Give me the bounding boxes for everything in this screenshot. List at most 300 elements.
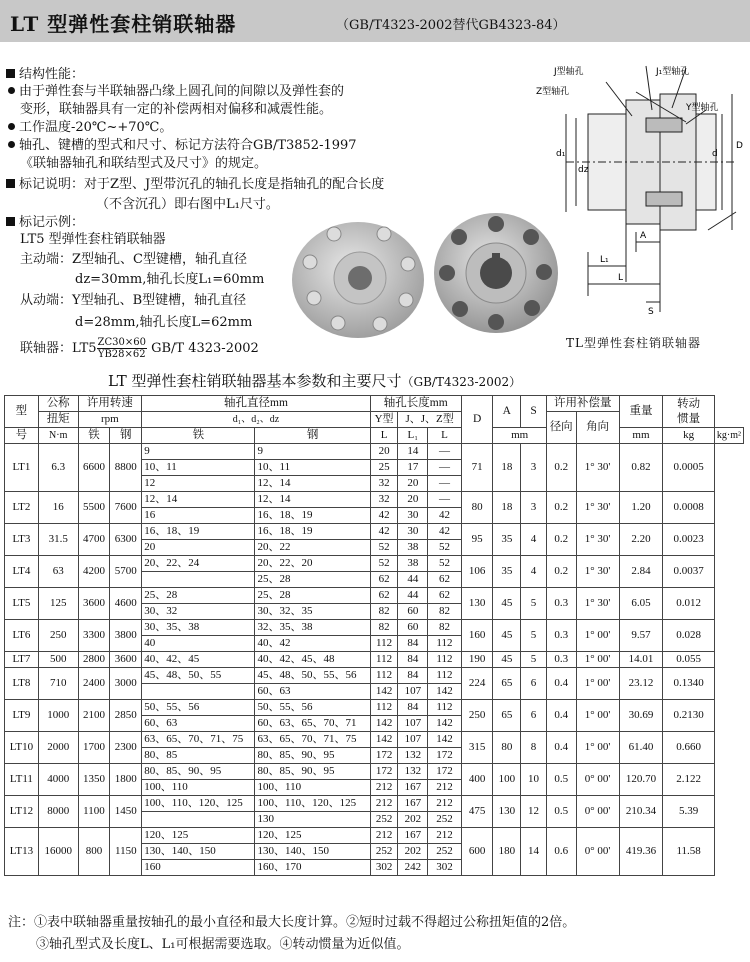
cell-len-y: 112 bbox=[370, 700, 398, 716]
cell-len-y: 142 bbox=[370, 732, 398, 748]
cell-len-l1: 167 bbox=[398, 780, 428, 796]
cell-D: 475 bbox=[461, 796, 493, 828]
cell-len-y: 212 bbox=[370, 828, 398, 844]
cell-radial: 0.3 bbox=[546, 652, 576, 668]
cell-S: 3 bbox=[521, 444, 547, 492]
cell-S: 10 bbox=[521, 764, 547, 796]
cell-bore-iron bbox=[142, 684, 255, 700]
cell-speed-steel: 7600 bbox=[110, 492, 142, 524]
cell-bore-iron: 60、63 bbox=[142, 716, 255, 732]
cell-len-l1: 242 bbox=[398, 860, 428, 876]
cell-bore-steel: 60、63、65、70、71 bbox=[255, 716, 370, 732]
cell-len-y: 25 bbox=[370, 460, 398, 476]
cell-radial: 0.2 bbox=[546, 444, 576, 492]
cell-bore-steel: 12、14 bbox=[255, 476, 370, 492]
cell-model: LT9 bbox=[5, 700, 39, 732]
cell-torque: 16 bbox=[38, 492, 78, 524]
cell-len-l1: 84 bbox=[398, 652, 428, 668]
cell-A: 45 bbox=[493, 620, 521, 652]
cell-len-l: 212 bbox=[428, 780, 462, 796]
cell-bore-steel: 16、18、19 bbox=[255, 524, 370, 540]
col-model: 型 bbox=[5, 396, 39, 428]
cell-radial: 0.3 bbox=[546, 620, 576, 652]
cell-S: 5 bbox=[521, 652, 547, 668]
cell-bore-iron: 130、140、150 bbox=[142, 844, 255, 860]
performance-item-2: 工作温度-20℃~+70℃。 bbox=[6, 119, 172, 137]
cell-len-y: 172 bbox=[370, 764, 398, 780]
cell-S: 8 bbox=[521, 732, 547, 764]
cell-torque: 500 bbox=[38, 652, 78, 668]
cell-len-l: 42 bbox=[428, 508, 462, 524]
cell-inertia: 0.028 bbox=[663, 620, 715, 652]
cell-len-l: 112 bbox=[428, 636, 462, 652]
cell-bore-iron: 45、48、50、55 bbox=[142, 668, 255, 684]
col-len-jz: J、J、Z型 bbox=[398, 412, 461, 428]
cell-radial: 0.5 bbox=[546, 796, 576, 828]
performance-item-1-cont: 变形，联轴器具有一定的补偿两相对偏移和减震性能。 bbox=[20, 102, 333, 117]
cell-S: 5 bbox=[521, 588, 547, 620]
square-bullet-icon bbox=[6, 179, 15, 188]
cell-len-l1: 107 bbox=[398, 716, 428, 732]
example-line-3: dz=30mm,轴孔长度L₁=60mm bbox=[75, 272, 265, 287]
cell-weight: 120.70 bbox=[619, 764, 663, 796]
cell-angle: 1° 00' bbox=[576, 652, 619, 668]
table-row bbox=[5, 796, 744, 812]
table-row bbox=[5, 652, 744, 668]
col-len-y: Y型 bbox=[370, 412, 398, 428]
cell-radial: 0.3 bbox=[546, 588, 576, 620]
cell-len-l1: 20 bbox=[398, 492, 428, 508]
cell-bore-steel: 12、14 bbox=[255, 492, 370, 508]
cell-len-y: 252 bbox=[370, 812, 398, 828]
page-title: LT 型弹性套柱销联轴器 bbox=[10, 12, 237, 36]
cell-torque: 8000 bbox=[38, 796, 78, 828]
cell-inertia: 0.012 bbox=[663, 588, 715, 620]
cell-len-y: 20 bbox=[370, 444, 398, 460]
cell-len-l: — bbox=[428, 492, 462, 508]
cell-len-y: 32 bbox=[370, 492, 398, 508]
cell-speed-iron: 1350 bbox=[78, 764, 110, 796]
cell-model: LT10 bbox=[5, 732, 39, 764]
cell-len-l: 52 bbox=[428, 540, 462, 556]
cell-len-l1: 30 bbox=[398, 508, 428, 524]
cell-A: 130 bbox=[493, 796, 521, 828]
cell-speed-iron: 4200 bbox=[78, 556, 110, 588]
cell-model: LT8 bbox=[5, 668, 39, 700]
cell-S: 3 bbox=[521, 492, 547, 524]
cell-bore-steel: 100、110、120、125 bbox=[255, 796, 370, 812]
table-row bbox=[5, 828, 744, 844]
cell-len-y: 62 bbox=[370, 572, 398, 588]
drawing-caption: TL型弹性套柱销联轴器 bbox=[566, 336, 701, 350]
col-angular: 角向 bbox=[576, 412, 619, 444]
cell-bore-iron: 16 bbox=[142, 508, 255, 524]
cell-len-l1: 132 bbox=[398, 748, 428, 764]
col-A: A bbox=[493, 396, 521, 428]
cell-bore-steel: 50、55、56 bbox=[255, 700, 370, 716]
cell-len-l: 172 bbox=[428, 748, 462, 764]
cell-angle: 1° 30' bbox=[576, 556, 619, 588]
cell-bore-iron: 100、110、120、125 bbox=[142, 796, 255, 812]
col-bore-steel: 钢 bbox=[255, 428, 370, 444]
col-torque-b: 扭矩 bbox=[38, 412, 78, 428]
cell-bore-iron: 9 bbox=[142, 444, 255, 460]
cell-bore-iron: 80、85 bbox=[142, 748, 255, 764]
cell-speed-steel: 6300 bbox=[110, 524, 142, 556]
marking-note: 标记说明：对于Z型、J型带沉孔的轴孔长度是指轴孔的配合长度 bbox=[6, 176, 384, 194]
cell-angle: 1° 30' bbox=[576, 444, 619, 492]
cell-len-l1: 107 bbox=[398, 732, 428, 748]
cell-len-l: 212 bbox=[428, 828, 462, 844]
d-label: d bbox=[712, 149, 718, 159]
cell-A: 35 bbox=[493, 524, 521, 556]
cell-bore-steel: 100、110 bbox=[255, 780, 370, 796]
bullet-icon bbox=[8, 123, 15, 130]
cell-bore-steel: 80、85、90、95 bbox=[255, 764, 370, 780]
cell-bore-steel: 25、28 bbox=[255, 588, 370, 604]
table-row bbox=[5, 668, 744, 684]
cell-D: 95 bbox=[461, 524, 493, 556]
cell-inertia: 0.055 bbox=[663, 652, 715, 668]
cell-len-y: 52 bbox=[370, 540, 398, 556]
cell-bore-iron: 40 bbox=[142, 636, 255, 652]
cell-bore-steel: 60、63 bbox=[255, 684, 370, 700]
cell-len-y: 82 bbox=[370, 604, 398, 620]
table-row bbox=[5, 556, 744, 572]
cell-len-y: 82 bbox=[370, 620, 398, 636]
note-line-1: 注：①表中联轴器重量按轴孔的最小直径和最大长度计算。②短时过载不得超过公称扭矩值的2倍。 bbox=[8, 915, 576, 930]
A-label: A bbox=[640, 231, 647, 241]
cell-len-y: 112 bbox=[370, 668, 398, 684]
cell-angle: 0° 00' bbox=[576, 796, 619, 828]
cell-len-l: 212 bbox=[428, 796, 462, 812]
cell-weight: 2.20 bbox=[619, 524, 663, 556]
cell-S: 12 bbox=[521, 796, 547, 828]
coupling-drawing bbox=[536, 52, 748, 342]
cell-angle: 1° 00' bbox=[576, 732, 619, 764]
cell-inertia: 2.122 bbox=[663, 764, 715, 796]
cell-bore-iron: 16、18、19 bbox=[142, 524, 255, 540]
cell-len-l1: 107 bbox=[398, 684, 428, 700]
cell-torque: 250 bbox=[38, 620, 78, 652]
cell-inertia: 11.58 bbox=[663, 828, 715, 876]
cell-inertia: 0.0008 bbox=[663, 492, 715, 524]
cell-len-y: 52 bbox=[370, 556, 398, 572]
cell-model: LT3 bbox=[5, 524, 39, 556]
example-line-4: 从动端：Y型轴孔、B型键槽，轴孔直径 bbox=[20, 293, 247, 308]
cell-weight: 1.20 bbox=[619, 492, 663, 524]
cell-bore-steel: 25、28 bbox=[255, 572, 370, 588]
S-label: S bbox=[648, 307, 654, 317]
cell-A: 65 bbox=[493, 700, 521, 732]
cell-angle: 1° 00' bbox=[576, 700, 619, 732]
cell-len-l1: 44 bbox=[398, 572, 428, 588]
cell-len-l: 142 bbox=[428, 684, 462, 700]
table-row bbox=[5, 700, 744, 716]
cell-torque: 31.5 bbox=[38, 524, 78, 556]
cell-torque: 63 bbox=[38, 556, 78, 588]
cell-speed-steel: 2850 bbox=[110, 700, 142, 732]
col-inertia-unit: kg·m² bbox=[714, 428, 743, 444]
cell-len-l: — bbox=[428, 444, 462, 460]
cell-len-y: 142 bbox=[370, 716, 398, 732]
cell-angle: 1° 30' bbox=[576, 524, 619, 556]
cell-len-l: 302 bbox=[428, 860, 462, 876]
cell-len-l: 142 bbox=[428, 716, 462, 732]
example-heading: 标记示例： bbox=[6, 214, 84, 232]
cell-inertia: 0.2130 bbox=[663, 700, 715, 732]
cell-len-l1: 84 bbox=[398, 700, 428, 716]
cell-bore-iron: 30、32 bbox=[142, 604, 255, 620]
cell-bore-iron: 160 bbox=[142, 860, 255, 876]
D-label: D bbox=[736, 141, 743, 151]
cell-D: 224 bbox=[461, 668, 493, 700]
cell-len-l: 52 bbox=[428, 556, 462, 572]
cell-len-l: 142 bbox=[428, 732, 462, 748]
cell-bore-iron: 12、14 bbox=[142, 492, 255, 508]
cell-len-l: 82 bbox=[428, 604, 462, 620]
cell-A: 180 bbox=[493, 828, 521, 876]
cell-weight: 61.40 bbox=[619, 732, 663, 764]
col-speed: 许用转速 bbox=[78, 396, 142, 412]
cell-speed-steel: 3800 bbox=[110, 620, 142, 652]
j-bore-label: J型轴孔 bbox=[554, 67, 584, 77]
cell-len-l: 252 bbox=[428, 844, 462, 860]
cell-torque: 1000 bbox=[38, 700, 78, 732]
cell-len-l: 42 bbox=[428, 524, 462, 540]
cell-len-l1: 60 bbox=[398, 620, 428, 636]
cell-bore-steel: 40、42、45、48 bbox=[255, 652, 370, 668]
cell-radial: 0.4 bbox=[546, 668, 576, 700]
cell-bore-iron: 63、65、70、71、75 bbox=[142, 732, 255, 748]
cell-len-l: — bbox=[428, 460, 462, 476]
col-len-L2: L bbox=[428, 428, 462, 444]
cell-speed-steel: 2300 bbox=[110, 732, 142, 764]
cell-len-l1: 202 bbox=[398, 812, 428, 828]
table-row bbox=[5, 588, 744, 604]
col-length: 轴孔长度mm bbox=[370, 396, 461, 412]
cell-bore-steel: 16、18、19 bbox=[255, 508, 370, 524]
cell-len-l: 62 bbox=[428, 588, 462, 604]
cell-A: 65 bbox=[493, 668, 521, 700]
square-bullet-icon bbox=[6, 69, 15, 78]
z-bore-label: Z型轴孔 bbox=[536, 87, 570, 97]
cell-D: 190 bbox=[461, 652, 493, 668]
cell-weight: 0.82 bbox=[619, 444, 663, 492]
cell-model: LT6 bbox=[5, 620, 39, 652]
cell-weight: 23.12 bbox=[619, 668, 663, 700]
cell-speed-steel: 8800 bbox=[110, 444, 142, 492]
cell-len-l1: 17 bbox=[398, 460, 428, 476]
col-mm-2: mm bbox=[619, 428, 663, 444]
cell-inertia: 0.0037 bbox=[663, 556, 715, 588]
cell-bore-steel: 20、22 bbox=[255, 540, 370, 556]
coupling-photo-pins bbox=[288, 218, 428, 340]
cell-bore-iron bbox=[142, 812, 255, 828]
standard-reference: （GB/T4323-2002替代GB4323-84） bbox=[336, 18, 566, 33]
cell-len-l1: 38 bbox=[398, 540, 428, 556]
j1-bore-label: J₁型轴孔 bbox=[656, 67, 690, 77]
col-bore-sub: d₁、d₂、dz bbox=[142, 412, 370, 428]
cell-bore-steel: 20、22、20 bbox=[255, 556, 370, 572]
col-speed-iron: 铁 bbox=[78, 428, 110, 444]
cell-len-l1: 167 bbox=[398, 828, 428, 844]
col-weight: 重量 bbox=[619, 396, 663, 428]
d1-label: d₁ bbox=[556, 149, 566, 159]
cell-angle: 1° 00' bbox=[576, 668, 619, 700]
cell-len-y: 42 bbox=[370, 508, 398, 524]
col-torque: 公称 bbox=[38, 396, 78, 412]
cell-bore-steel: 160、170 bbox=[255, 860, 370, 876]
col-D: D bbox=[461, 396, 493, 444]
bullet-icon bbox=[8, 141, 15, 148]
cell-len-y: 302 bbox=[370, 860, 398, 876]
cell-bore-steel: 30、32、35 bbox=[255, 604, 370, 620]
cell-len-l1: 44 bbox=[398, 588, 428, 604]
cell-speed-iron: 4700 bbox=[78, 524, 110, 556]
cell-torque: 2000 bbox=[38, 732, 78, 764]
performance-item-1: 由于弹性套与半联轴器凸缘上圆孔间的间隙以及弹性套的 bbox=[6, 83, 344, 101]
cell-len-l: 112 bbox=[428, 668, 462, 684]
cell-A: 18 bbox=[493, 492, 521, 524]
cell-len-y: 212 bbox=[370, 780, 398, 796]
y-bore-label: Y型轴孔 bbox=[686, 103, 719, 113]
note-line-2: ③轴孔型式及长度L、L₁可根据需要选取。④转动惯量为近似值。 bbox=[36, 937, 410, 952]
cell-len-l: 82 bbox=[428, 620, 462, 636]
cell-len-l1: 167 bbox=[398, 796, 428, 812]
cell-weight: 14.01 bbox=[619, 652, 663, 668]
cell-bore-steel: 120、125 bbox=[255, 828, 370, 844]
performance-item-3-cont: 《联轴器轴孔和联结型式及尺寸》的规定。 bbox=[20, 156, 268, 171]
table-row bbox=[5, 492, 744, 508]
cell-len-l1: 30 bbox=[398, 524, 428, 540]
dz-label: dz bbox=[578, 165, 589, 175]
table-title: LT 型弹性套柱销联轴器基本参数和主要尺寸（GB/T4323-2002） bbox=[108, 372, 522, 390]
cell-weight: 6.05 bbox=[619, 588, 663, 620]
cell-model: LT7 bbox=[5, 652, 39, 668]
cell-D: 71 bbox=[461, 444, 493, 492]
cell-angle: 0° 00' bbox=[576, 828, 619, 876]
cell-radial: 0.4 bbox=[546, 732, 576, 764]
cell-D: 600 bbox=[461, 828, 493, 876]
col-radial: 径向 bbox=[546, 412, 576, 444]
cell-speed-steel: 3000 bbox=[110, 668, 142, 700]
cell-bore-steel: 9 bbox=[255, 444, 370, 460]
cell-bore-iron: 12 bbox=[142, 476, 255, 492]
cell-len-y: 252 bbox=[370, 844, 398, 860]
cell-S: 4 bbox=[521, 556, 547, 588]
cell-angle: 1° 00' bbox=[576, 620, 619, 652]
parameters-table bbox=[4, 395, 744, 876]
cell-model: LT5 bbox=[5, 588, 39, 620]
cell-torque: 710 bbox=[38, 668, 78, 700]
cell-len-l1: 84 bbox=[398, 636, 428, 652]
cell-model: LT13 bbox=[5, 828, 39, 876]
cell-len-l1: 60 bbox=[398, 604, 428, 620]
bullet-icon bbox=[8, 87, 15, 94]
cell-angle: 0° 00' bbox=[576, 764, 619, 796]
cell-bore-iron: 40、42、45 bbox=[142, 652, 255, 668]
cell-speed-steel: 5700 bbox=[110, 556, 142, 588]
cell-len-l1: 38 bbox=[398, 556, 428, 572]
table-row bbox=[5, 620, 744, 636]
cell-len-y: 212 bbox=[370, 796, 398, 812]
cell-bore-iron: 25、28 bbox=[142, 588, 255, 604]
cell-D: 80 bbox=[461, 492, 493, 524]
cell-len-y: 112 bbox=[370, 636, 398, 652]
cell-bore-steel: 45、48、50、55、56 bbox=[255, 668, 370, 684]
cell-bore-steel: 40、42 bbox=[255, 636, 370, 652]
cell-bore-iron: 50、55、56 bbox=[142, 700, 255, 716]
cell-len-l: 252 bbox=[428, 812, 462, 828]
table-row bbox=[5, 444, 744, 460]
table-row bbox=[5, 524, 744, 540]
cell-inertia: 0.0005 bbox=[663, 444, 715, 492]
col-speed-steel: 钢 bbox=[110, 428, 142, 444]
cell-bore-iron: 20、22、24 bbox=[142, 556, 255, 572]
cell-bore-iron bbox=[142, 572, 255, 588]
cell-speed-iron: 800 bbox=[78, 828, 110, 876]
cell-len-l: — bbox=[428, 476, 462, 492]
col-bore: 轴孔直径mm bbox=[142, 396, 370, 412]
cell-D: 400 bbox=[461, 764, 493, 796]
cell-radial: 0.2 bbox=[546, 524, 576, 556]
col-mm: mm bbox=[493, 428, 546, 444]
cell-bore-iron: 80、85、90、95 bbox=[142, 764, 255, 780]
cell-model: LT4 bbox=[5, 556, 39, 588]
cell-S: 4 bbox=[521, 524, 547, 556]
cell-angle: 1° 30' bbox=[576, 492, 619, 524]
cell-inertia: 5.39 bbox=[663, 796, 715, 828]
cell-len-l1: 132 bbox=[398, 764, 428, 780]
cell-len-y: 32 bbox=[370, 476, 398, 492]
cell-speed-iron: 2100 bbox=[78, 700, 110, 732]
cell-weight: 2.84 bbox=[619, 556, 663, 588]
cell-speed-iron: 2800 bbox=[78, 652, 110, 668]
cell-len-l1: 202 bbox=[398, 844, 428, 860]
cell-model: LT2 bbox=[5, 492, 39, 524]
cell-D: 160 bbox=[461, 620, 493, 652]
cell-radial: 0.5 bbox=[546, 764, 576, 796]
cell-bore-steel: 63、65、70、71、75 bbox=[255, 732, 370, 748]
cell-radial: 0.4 bbox=[546, 700, 576, 732]
cell-A: 100 bbox=[493, 764, 521, 796]
table-row bbox=[5, 764, 744, 780]
cell-D: 106 bbox=[461, 556, 493, 588]
cell-model: LT11 bbox=[5, 764, 39, 796]
example-marking: 联轴器：LT5 $\frac{ZC30\times 60}{YB28\times 62}$ GB/T 4323-2002 bbox=[20, 337, 259, 360]
cell-D: 315 bbox=[461, 732, 493, 764]
col-len-L: L bbox=[370, 428, 398, 444]
cell-S: 6 bbox=[521, 700, 547, 732]
cell-bore-steel: 130、140、150 bbox=[255, 844, 370, 860]
cell-bore-steel: 32、35、38 bbox=[255, 620, 370, 636]
cell-A: 45 bbox=[493, 652, 521, 668]
cell-torque: 125 bbox=[38, 588, 78, 620]
cell-model: LT1 bbox=[5, 444, 39, 492]
cell-weight: 9.57 bbox=[619, 620, 663, 652]
cell-speed-steel: 1800 bbox=[110, 764, 142, 796]
cell-model: LT12 bbox=[5, 796, 39, 828]
cell-speed-steel: 1150 bbox=[110, 828, 142, 876]
cell-len-l1: 84 bbox=[398, 668, 428, 684]
cell-weight: 30.69 bbox=[619, 700, 663, 732]
cell-bore-steel: 80、85、90、95 bbox=[255, 748, 370, 764]
cell-S: 5 bbox=[521, 620, 547, 652]
cell-A: 18 bbox=[493, 444, 521, 492]
cell-S: 14 bbox=[521, 828, 547, 876]
cell-bore-iron: 20 bbox=[142, 540, 255, 556]
